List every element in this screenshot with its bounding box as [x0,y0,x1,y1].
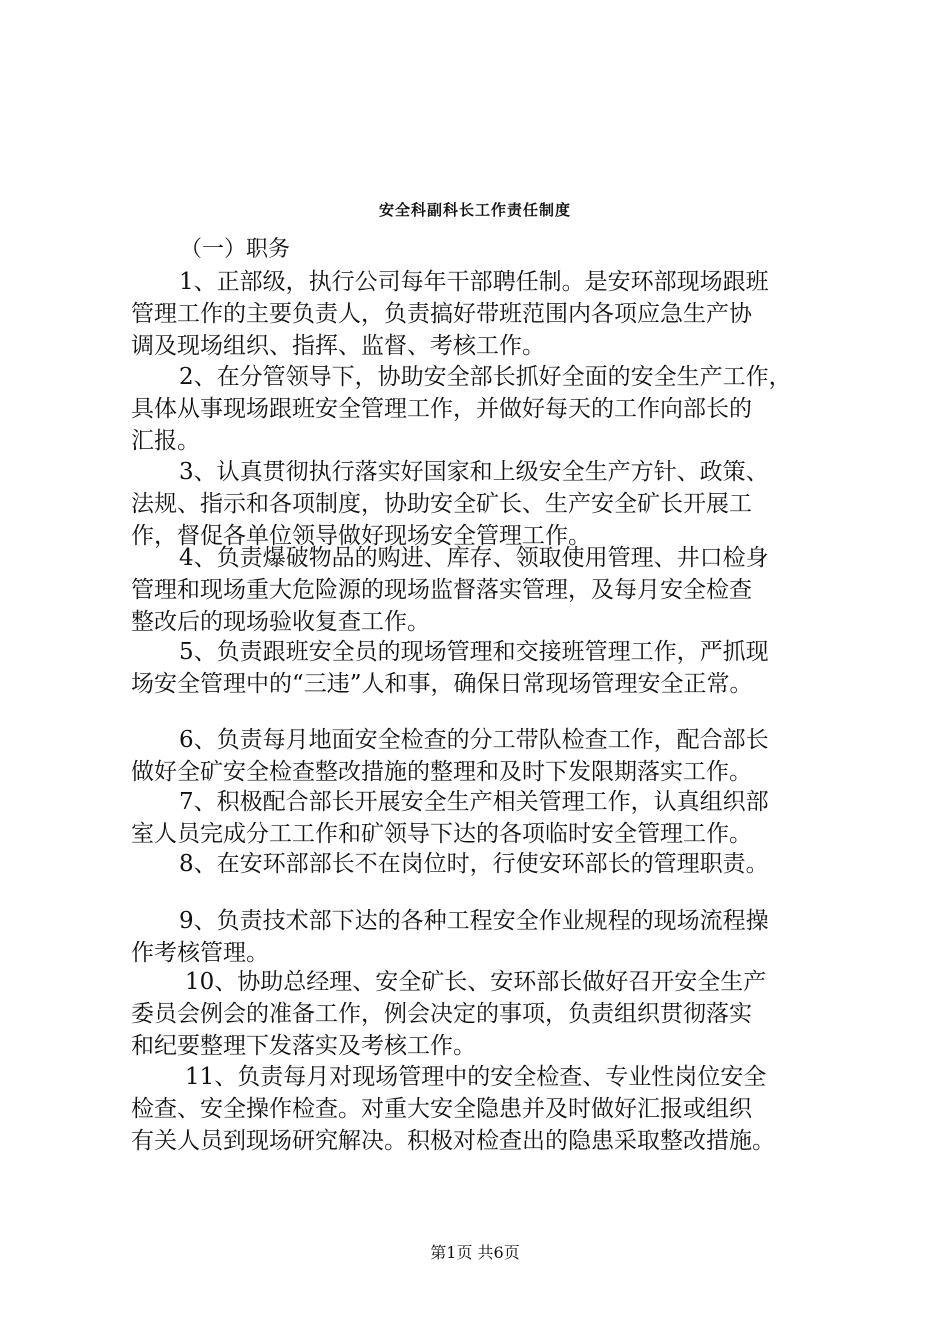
paragraph-line: 场安全管理中的“三违”人和事，确保日常现场管理安全正常。 [131,671,753,697]
paragraph-line: 6、负责每月地面安全检查的分工带队检查工作，配合部长 [179,727,769,753]
paragraph-line: 作考核管理。 [131,940,269,966]
paragraph-line: 1、正部级，执行公司每年干部聘任制。是安环部现场跟班 [179,269,769,295]
paragraph-line: 和纪要整理下发落实及考核工作。 [131,1033,476,1059]
paragraph-line: 法规、指示和各项制度，协助安全矿长、生产安全矿长开展工 [131,491,752,517]
page-footer: 第1页 共6页 [430,1243,520,1262]
paragraph-line: 2、在分管领导下，协助安全部长抓好全面的安全生产工作， [179,364,792,390]
paragraph-line: 7、积极配合部长开展安全生产相关管理工作，认真组织部 [179,789,769,815]
paragraph-line: 3、认真贯彻执行落实好国家和上级安全生产方针、政策、 [179,459,769,485]
document-title: 安全科副科长工作责任制度 [378,201,571,219]
paragraph-line: 做好全矿安全检查整改措施的整理和及时下发限期落实工作。 [131,759,752,785]
paragraph-line: 调及现场组织、指挥、监督、考核工作。 [131,333,545,359]
paragraph-line: 5、负责跟班安全员的现场管理和交接班管理工作，严抓现 [179,639,769,665]
paragraph-line: 8、在安环部部长不在岗位时，行使安环部长的管理职责。 [179,851,769,877]
paragraph-line: 具体从事现场跟班安全管理工作，并做好每天的工作向部长的 [131,396,752,422]
paragraph-line: 作，督促各单位领导做好现场安全管理工作。 [131,523,591,549]
paragraph-line: 10、协助总经理、安全矿长、安环部长做好召开安全生产 [185,969,767,995]
paragraph-line: 检查、安全操作检查。对重大安全隐患并及时做好汇报或组织 [131,1096,752,1122]
paragraph-line: 9、负责技术部下达的各种工程安全作业规程的现场流程操 [179,908,769,934]
paragraph-line: 委员会例会的准备工作，例会决定的事项，负责组织贯彻落实 [131,1001,752,1027]
paragraph-line: 4、负责爆破物品的购进、库存、领取使用管理、井口检身 [179,545,769,571]
paragraph-line: 室人员完成分工工作和矿领导下达的各项临时安全管理工作。 [131,821,752,847]
section-heading: （一）职务 [180,237,291,262]
paragraph-line: 11、负责每月对现场管理中的安全检查、专业性岗位安全 [185,1064,767,1090]
paragraph-line: 整改后的现场验收复查工作。 [131,609,430,635]
paragraph-line: 管理和现场重大危险源的现场监督落实管理，及每月安全检查 [131,577,752,603]
paragraph-line: 管理工作的主要负责人，负责搞好带班范围内各项应急生产协 [131,301,752,327]
paragraph-line: 有关人员到现场研究解决。积极对检查出的隐患采取整改措施。 [131,1128,775,1154]
paragraph-line: 汇报。 [131,428,200,454]
